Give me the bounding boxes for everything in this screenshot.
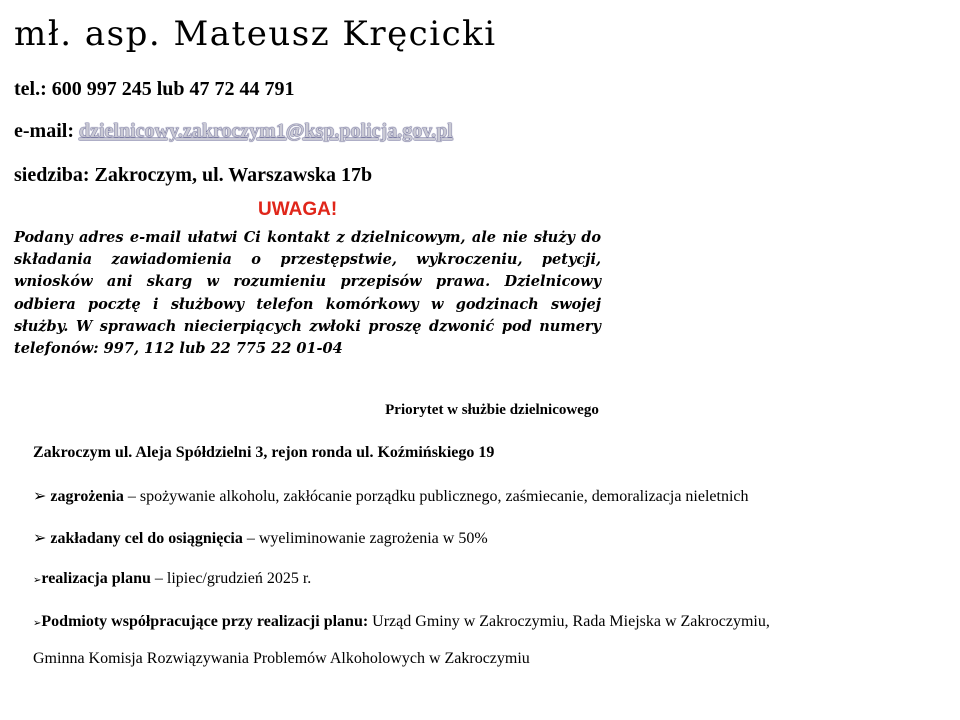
goal-item (33, 528, 488, 548)
warning-notice (14, 227, 601, 360)
arrow-bullet-icon: ➢ (33, 575, 42, 586)
email-label: e-mail (14, 120, 68, 142)
goal-label: zakładany cel do osiągnięcia (50, 530, 243, 547)
office-address: siedziba: Zakroczym, ul. Warszawska 17b (14, 164, 373, 186)
threats-text: – spożywanie alkoholu, zakłócanie porządku publicznego, zaśmiecanie, demoralizacja nieletnich (123, 488, 749, 505)
phone-line: tel.: 600 997 245 lub 47 72 44 791 (14, 78, 295, 100)
priority-location: Zakroczym ul. Aleja Spółdzielni 3, rejon ronda ul. Koźmińskiego 19 (33, 444, 495, 461)
notice-text: Podany adres e-mail ułatwi Ci kontakt z dzielnicowym, ale nie służy do składania zawiadomienia o przestępstwie, wykroczeniu, petycji, wniosków ani skarg w rozumieniu przepisów prawa. Dzielnicowy odbiera pocztę i służbowy telefon komórkowy w godzinach swojej służby. W sprawach niecierpiących zwłoki proszę dzwonić pod numery telefonów: (14, 229, 601, 358)
threats-label: zagrożenia (50, 488, 124, 505)
officer-name: mł. asp. Mateusz Kręcicki (14, 14, 497, 54)
plan-item (33, 570, 311, 588)
priority-heading: Priorytet w służbie dzielnicowego (385, 402, 599, 418)
partners-item (33, 613, 770, 631)
email-link[interactable]: dzielnicowy.zakroczym1@ksp.policja.gov.pl (78, 120, 453, 142)
email-line (14, 120, 453, 143)
partners-text: Urząd Gminy w Zakroczymiu, Rada Miejska w Zakroczymiu, (368, 613, 770, 630)
warning-title: UWAGA! (258, 199, 338, 220)
arrow-bullet-icon: ➢ (33, 618, 42, 629)
partners-label: Podmioty współpracujące przy realizacji planu: (41, 613, 369, 630)
emergency-numbers: 997, 112 lub 22 775 22 01-04 (103, 340, 343, 358)
arrow-bullet-icon: ➢ (33, 528, 47, 547)
goal-text: – wyeliminowanie zagrożenia w 50% (242, 530, 488, 547)
partners-item-continued: Gminna Komisja Rozwiązywania Problemów Alkoholowych w Zakroczymiu (33, 650, 530, 667)
plan-text: – lipiec/grudzień 2025 r. (150, 570, 312, 587)
email-separator: : (67, 120, 79, 142)
threats-item (33, 486, 749, 506)
plan-label: realizacja planu (41, 570, 151, 587)
arrow-bullet-icon: ➢ (33, 486, 47, 505)
